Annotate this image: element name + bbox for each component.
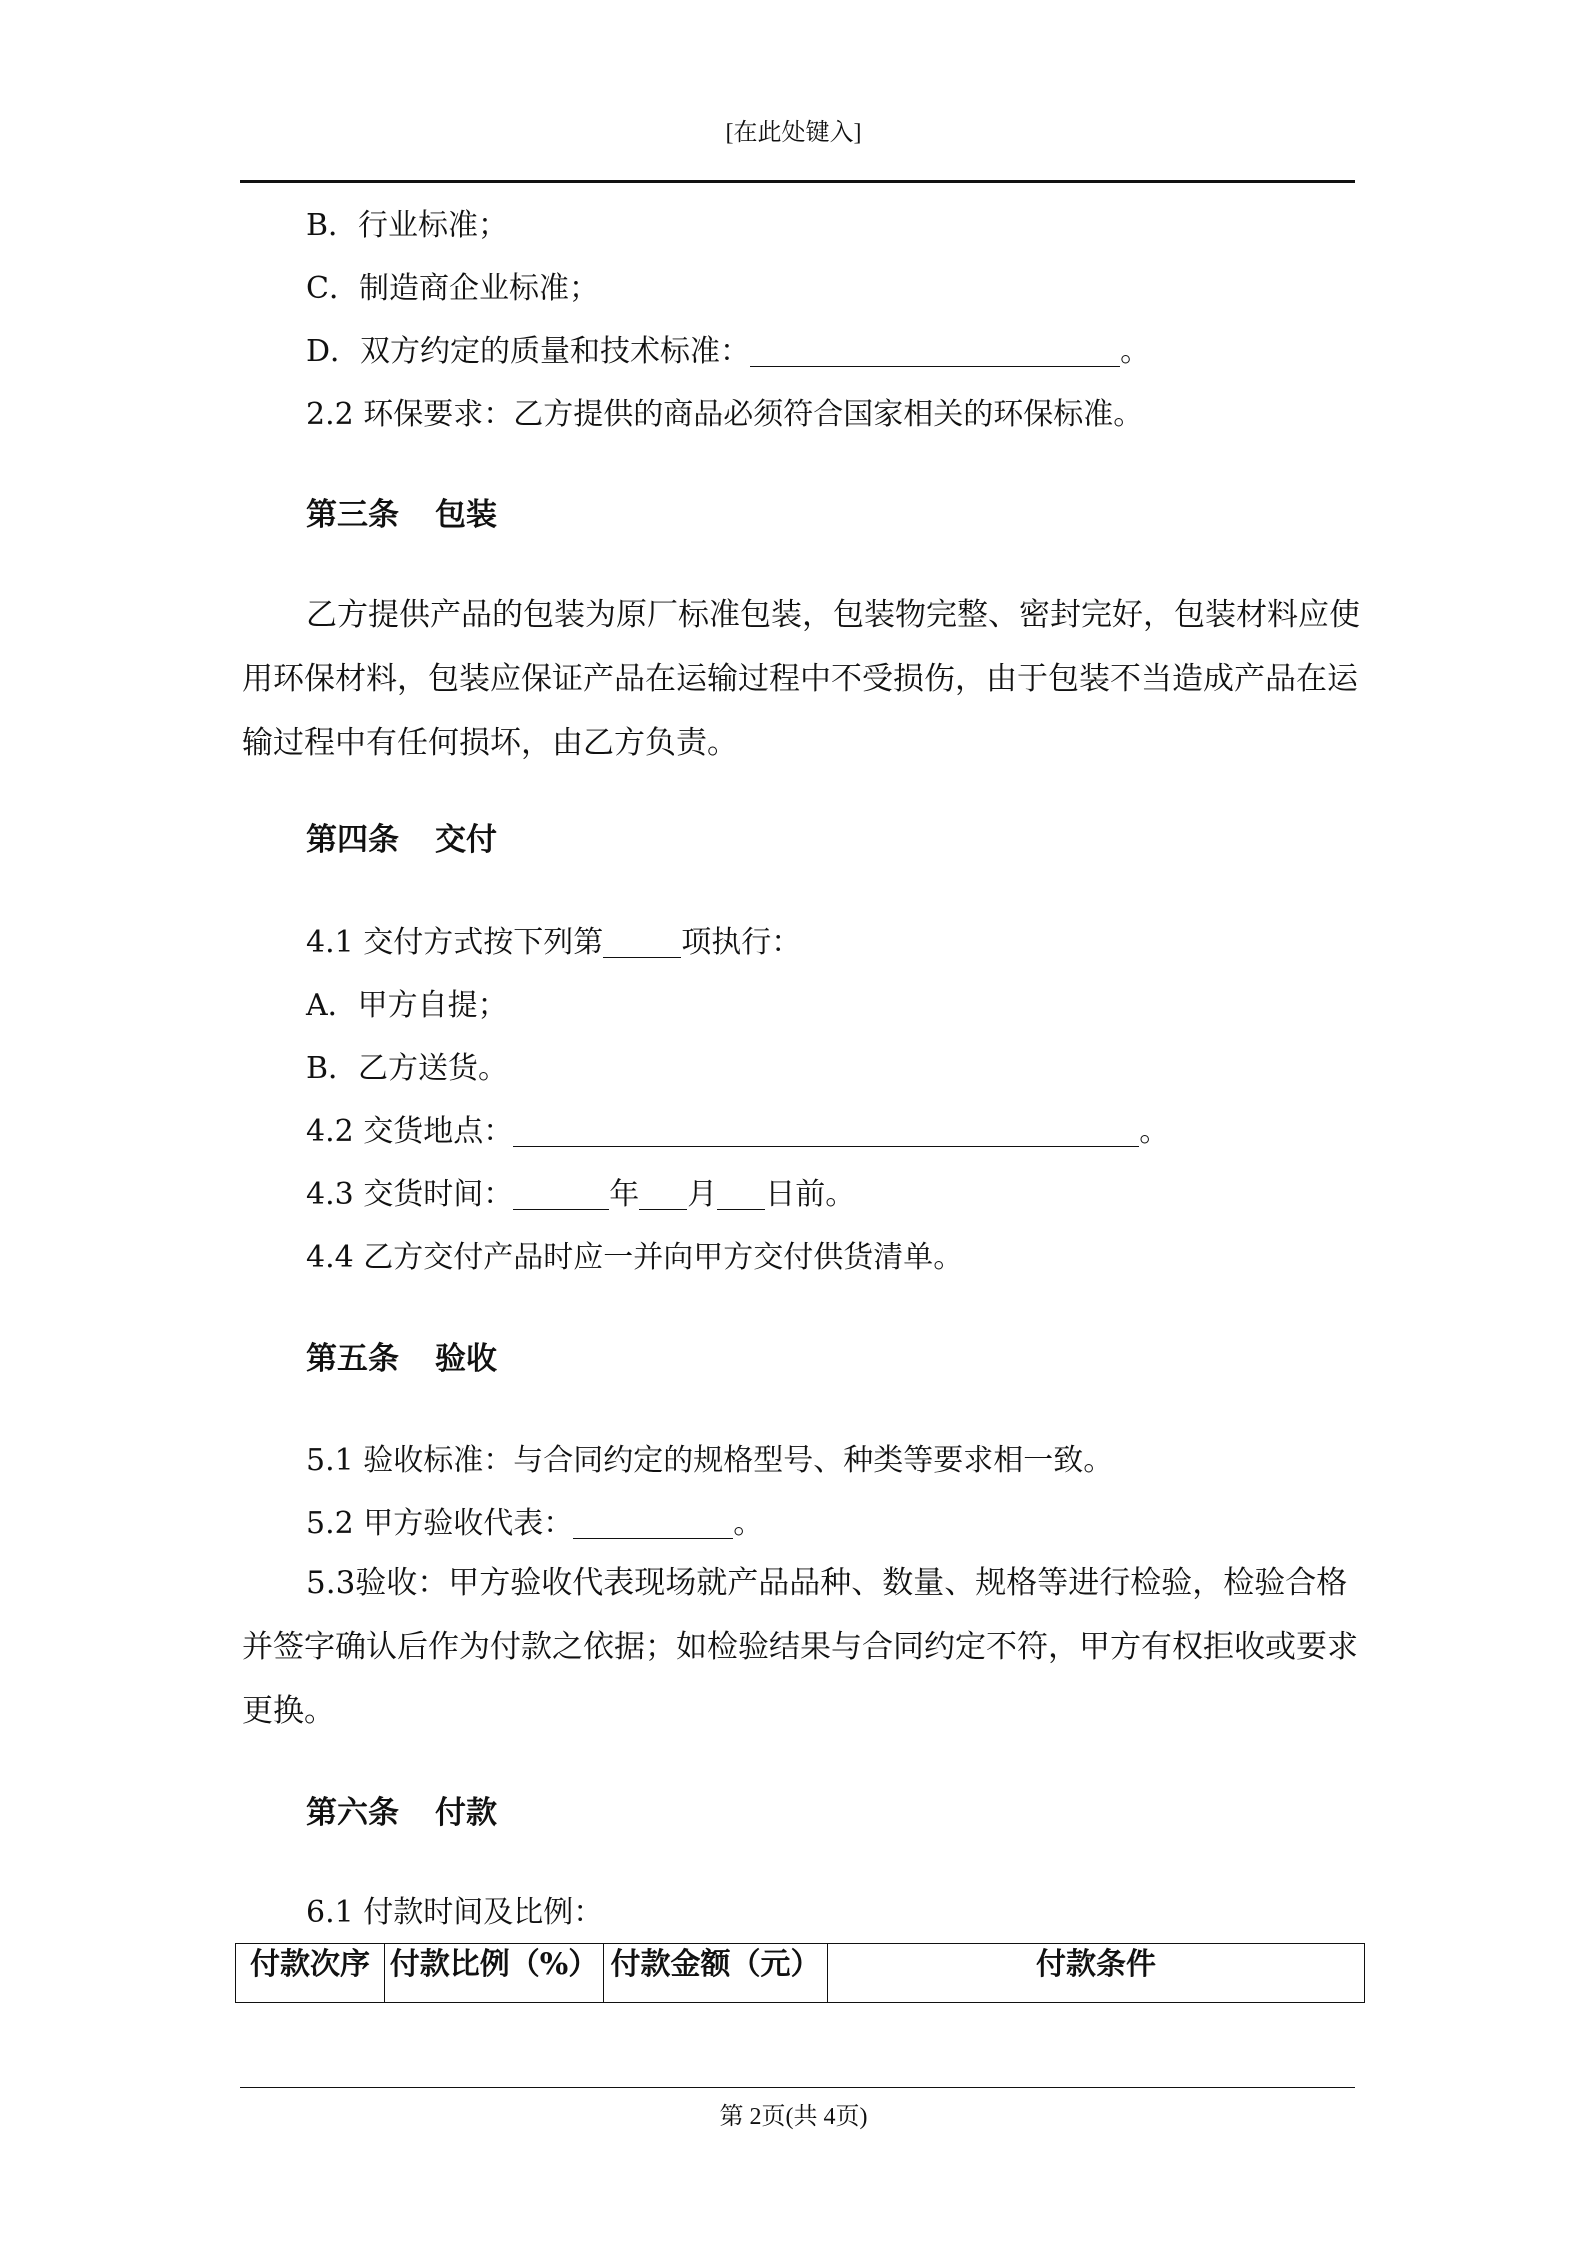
- sec3-title: 包装: [435, 497, 497, 533]
- header-rule: [240, 180, 1355, 183]
- year-label: 年: [609, 1177, 640, 1212]
- month-blank[interactable]: [639, 1179, 687, 1210]
- l41-prefix: 4.1 交付方式按下列第: [306, 925, 604, 960]
- line-4-3: [306, 1175, 855, 1215]
- line-c-maker: [306, 269, 599, 309]
- l42-prefix: 4.2 交货地点：: [306, 1114, 514, 1149]
- line-d-agreed: [306, 332, 1150, 372]
- line-d-suffix: 。: [1120, 334, 1151, 369]
- col-payment-ratio: 付款比例（%）: [385, 1944, 604, 2003]
- sec5-num: 第五条: [306, 1341, 399, 1377]
- page-header: [在此处键入]: [725, 120, 862, 146]
- payment-table: [235, 1943, 1365, 2003]
- line-d-prefix: D．双方约定的质量和技术标准：: [306, 334, 751, 369]
- sec4-num: 第四条: [306, 822, 399, 858]
- sec3-body: 乙方提供产品的包装为原厂标准包装，包装物完整、密封完好，包装材料应使用环保材料，包装应保证产品在运输过程中不受损伤，由于包装不当造成产品在运输过程中有任何损坏，由乙方负责。: [242, 597, 1360, 761]
- line-b-industry: B．行业标准；: [306, 208, 509, 243]
- sec5-heading: [306, 1339, 497, 1379]
- sec3-heading: [306, 495, 497, 535]
- l43-prefix: 4.3 交货时间：: [306, 1177, 514, 1212]
- line-5-3: 5.3验收：甲方验收代表现场就产品品种、数量、规格等进行检验，检验合格并签字确认后作为付款之依据；如检验结果与合同约定不符，甲方有权拒收或要求更换。: [242, 1565, 1358, 1729]
- sec6-title: 付款: [435, 1795, 497, 1831]
- day-blank[interactable]: [717, 1179, 765, 1210]
- l41-suffix: 项执行：: [681, 925, 802, 960]
- line-4-a: A．甲方自提；: [306, 988, 508, 1023]
- line-5-2: [306, 1504, 763, 1544]
- sec6-num: 第六条: [306, 1795, 399, 1831]
- col-payment-order: 付款次序: [236, 1944, 385, 2003]
- line-c-text: C．制造商企业标准；: [306, 271, 599, 306]
- line-4-b: B．乙方送货。: [306, 1051, 509, 1086]
- sec4-title: 交付: [435, 822, 497, 858]
- sec3-num: 第三条: [306, 497, 399, 533]
- line-5-1: 5.1 验收标准：与合同约定的规格型号、种类等要求相一致。: [306, 1443, 1114, 1478]
- l42-suffix: 。: [1139, 1114, 1170, 1149]
- table-header-row: [236, 1944, 1365, 2003]
- agreed-standard-blank[interactable]: [750, 336, 1120, 367]
- sec6-heading: [306, 1793, 497, 1833]
- delivery-location-blank[interactable]: [513, 1116, 1139, 1147]
- inspector-blank[interactable]: [573, 1508, 733, 1539]
- page-footer: 第 2页(共 4页): [719, 2104, 868, 2130]
- footer-rule: [240, 2087, 1355, 2088]
- line-6-1: 6.1 付款时间及比例：: [306, 1895, 604, 1930]
- l52-prefix: 5.2 甲方验收代表：: [306, 1506, 574, 1541]
- line-4-4: 4.4 乙方交付产品时应一并向甲方交付供货清单。: [306, 1240, 964, 1275]
- col-payment-terms: 付款条件: [828, 1944, 1365, 2003]
- delivery-option-blank[interactable]: [603, 927, 681, 958]
- l52-suffix: 。: [733, 1506, 764, 1541]
- col-payment-amount: 付款金额（元）: [604, 1944, 828, 2003]
- year-blank[interactable]: [513, 1179, 609, 1210]
- month-label: 月: [687, 1177, 718, 1212]
- sec4-heading: [306, 820, 497, 860]
- line-4-1: [306, 923, 801, 963]
- sec5-title: 验收: [435, 1341, 497, 1377]
- day-label: 日前。: [765, 1177, 856, 1212]
- line-env: 2.2 环保要求：乙方提供的商品必须符合国家相关的环保标准。: [306, 397, 1144, 432]
- line-4-2: [306, 1112, 1169, 1152]
